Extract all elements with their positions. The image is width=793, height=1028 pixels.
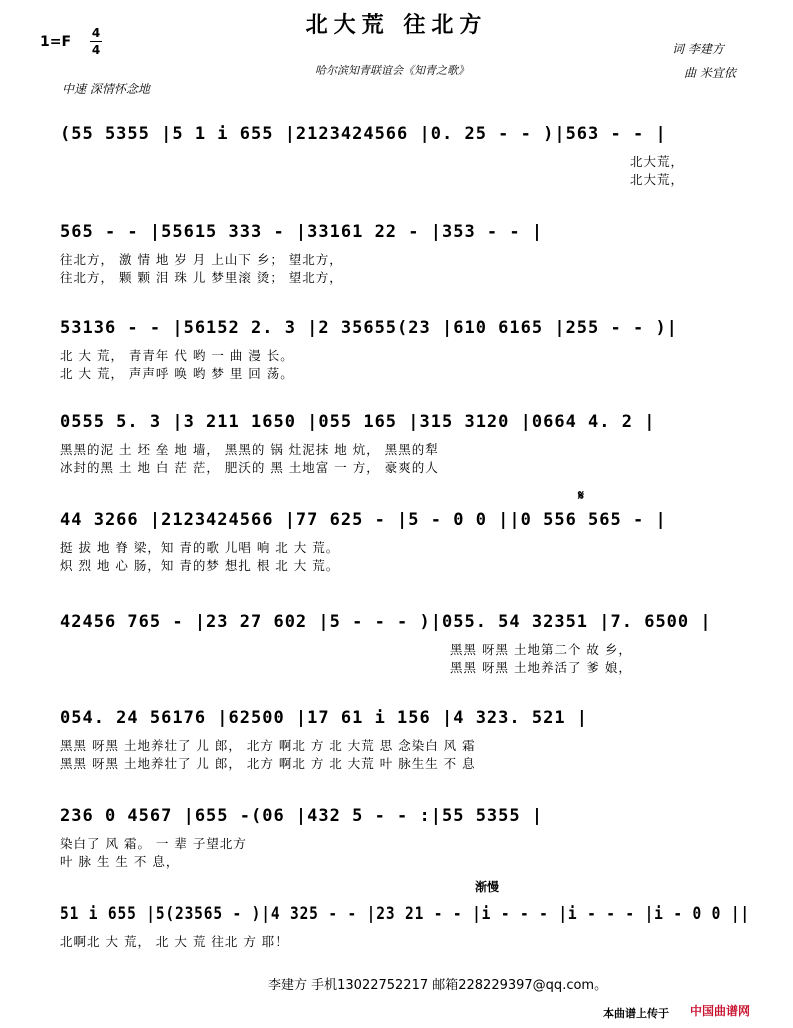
notation-line: 236 0 4567 |655 -(06 |432 5 - - :|55 5355 | bbox=[60, 806, 544, 826]
lyric-line-2: 冰封的黑 土 地 白 茫 茫， 肥沃的 黑 土地富 一 方， 豪爽的人 bbox=[60, 460, 439, 475]
lyricist-credit: 词 李建方 bbox=[672, 42, 724, 56]
lyric-line-2: 黑黑 呀黑 土地养活了 爹 娘， bbox=[450, 660, 632, 675]
lyric-line-2: 往北方， 颗 颗 泪 珠 儿 梦里滚 烫； 望北方， bbox=[60, 270, 343, 285]
ritardando-marking: 渐慢 bbox=[475, 880, 500, 894]
notation-line: 44 3266 |2123424566 |77 625 - |5 - 0 0 ||0 556 565 - | bbox=[60, 510, 667, 530]
notation-line: 53136 - - |56152 2. 3 |2 35655(23 |610 6165 |255 - - )| bbox=[60, 318, 678, 338]
lyric-line-1: 北啊北 大 荒， 北 大 荒 往北 方 耶！ bbox=[60, 934, 289, 949]
site-logo: 中国曲谱网 bbox=[690, 1004, 751, 1018]
notation-line: 0555 5. 3 |3 211 1650 |055 165 |315 3120 |0664 4. 2 | bbox=[60, 412, 656, 432]
lyric-line-1: 挺 拔 地 脊 梁，知 青的歌 儿唱 响 北 大 荒。 bbox=[60, 540, 340, 555]
composer-credit: 曲 米宜依 bbox=[684, 66, 736, 80]
meter-bottom: 4 bbox=[91, 43, 101, 57]
lyric-line-2: 北大荒， bbox=[630, 172, 685, 187]
lyric-line-1: 黑黑 呀黑 土地养壮了 儿 郎， 北方 啊北 方 北 大荒 思 念染白 风 霜 bbox=[60, 738, 476, 753]
subtitle: 哈尔滨知青联谊会《知青之歌》 bbox=[315, 64, 469, 77]
lyric-line-2: 叶 脉 生 生 不 息， bbox=[60, 854, 180, 869]
lyric-line-1: 染白了 风 霜。 一 辈 子望北方 bbox=[60, 836, 247, 851]
meter-top: 4 bbox=[91, 26, 101, 40]
contact-footer: 李建方 手机13022752217 邮箱228229397@qq.com。 bbox=[268, 978, 608, 993]
notation-line: 42456 765 - |23 27 602 |5 - - - )|055. 54 32351 |7. 6500 | bbox=[60, 612, 712, 632]
page-title: 北大荒 往北方 bbox=[305, 12, 488, 38]
upload-note: 本曲谱上传于 bbox=[603, 1007, 669, 1020]
key-signature: 1=F bbox=[40, 34, 72, 50]
lyric-line-1: 北 大 荒， 青青年 代 哟 一 曲 漫 长。 bbox=[60, 348, 294, 363]
time-signature bbox=[90, 26, 102, 57]
notation-line: 51 i 655 |5(23565 - )|4 325 - - |23 21 - - |i - - - |i - - - |i - 0 0 || bbox=[60, 904, 751, 924]
lyric-line-2: 黑黑 呀黑 土地养壮了 儿 郎， 北方 啊北 方 北 大荒 叶 脉生生 不 息 bbox=[60, 756, 476, 771]
tempo-marking: 中速 深情怀念地 bbox=[62, 82, 150, 96]
notation-line: 054. 24 56176 |62500 |17 61 i 156 |4 323. 521 | bbox=[60, 708, 589, 728]
segno-sign: 𝄋 bbox=[578, 488, 585, 504]
notation-line: 565 - - |55615 333 - |33161 22 - |353 - - | bbox=[60, 222, 544, 242]
lyric-line-2: 炽 烈 地 心 肠，知 青的梦 想扎 根 北 大 荒。 bbox=[60, 558, 340, 573]
lyric-line-1: 黑黑 呀黑 土地第二个 故 乡， bbox=[450, 642, 632, 657]
lyric-line-1: 往北方， 激 情 地 岁 月 上山下 乡； 望北方， bbox=[60, 252, 343, 267]
lyric-line-1: 黑黑的泥 土 坯 垒 地 墙， 黑黑的 锅 灶泥抹 地 炕， 黑黑的犁 bbox=[60, 442, 439, 457]
notation-line: (55 5355 |5 1 i 655 |2123424566 |0. 25 - - )|563 - - | bbox=[60, 124, 667, 144]
lyric-line-1: 北大荒， bbox=[630, 154, 685, 169]
lyric-line-2: 北 大 荒， 声声呼 唤 哟 梦 里 回 荡。 bbox=[60, 366, 294, 381]
